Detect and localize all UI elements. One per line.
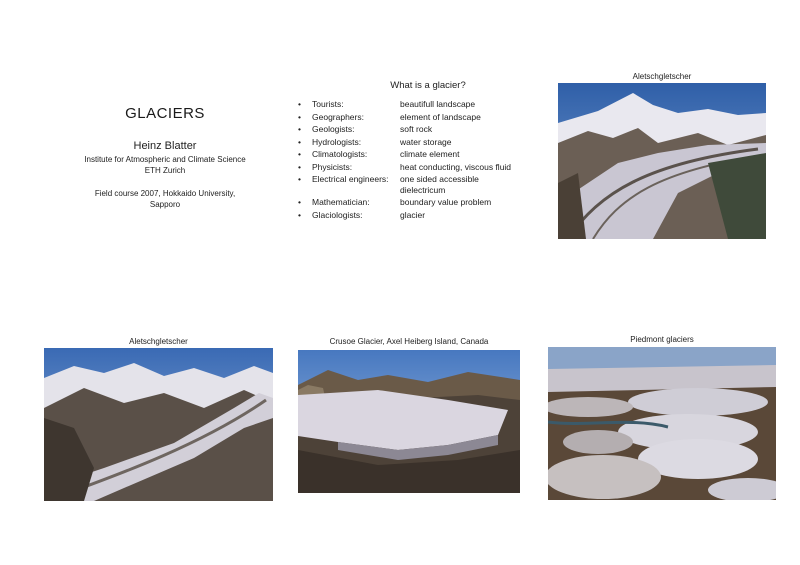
definition-who: Mathematician: <box>312 197 370 207</box>
bullet-icon: • <box>298 174 301 184</box>
photo-aletsch-bottom <box>44 348 273 501</box>
definition-row <box>298 210 518 221</box>
definitions-list <box>298 99 518 220</box>
definition-what: element of landscape <box>400 111 481 122</box>
definition-row <box>298 137 518 148</box>
aletsch-bottom-image <box>44 348 273 501</box>
crusoe-glacier-image <box>298 350 520 493</box>
definition-who: Physicists: <box>312 161 353 172</box>
definition-what: beautifull landscape <box>400 99 476 109</box>
question-heading: What is a glacier? <box>390 80 466 91</box>
bullet-icon: • <box>298 136 301 147</box>
bullet-icon: • <box>298 99 301 109</box>
definition-row <box>298 99 518 110</box>
definition-what: heat conducting, viscous fluid <box>400 161 512 172</box>
definition-row <box>298 149 518 160</box>
photo-piedmont-glaciers <box>548 347 776 500</box>
photo-crusoe-glacier <box>298 350 520 493</box>
title-block <box>60 105 270 210</box>
definition-what: glacier <box>400 209 426 220</box>
definition-who: Glaciologists: <box>312 209 363 220</box>
definition-who: Geographers: <box>312 111 364 122</box>
definition-who: Tourists: <box>312 99 344 109</box>
definition-what: one sided accessible dielectricum <box>400 174 479 195</box>
definition-what: soft rock <box>400 124 433 134</box>
photo-aletsch-top <box>558 83 766 239</box>
university-name: ETH Zurich <box>144 166 186 175</box>
definition-what: water storage <box>400 136 452 147</box>
bullet-icon: • <box>298 149 301 159</box>
definition-row <box>298 162 518 173</box>
course-line-1: Field course 2007, Hokkaido University, <box>94 189 236 198</box>
author-name: Heinz Blatter <box>133 140 197 152</box>
definition-who: Geologists: <box>312 124 355 134</box>
definition-who: Electrical engineers: <box>312 174 389 184</box>
photo-caption-top-right: Aletschgletscher <box>632 72 692 81</box>
definition-who: Hydrologists: <box>312 136 362 147</box>
definition-row <box>298 124 518 135</box>
presentation-title: GLACIERS <box>125 105 205 122</box>
piedmont-glaciers-image <box>548 347 776 500</box>
definition-who: Climatologists: <box>312 149 368 159</box>
photo-caption-bottom-right: Piedmont glaciers <box>630 335 694 344</box>
course-line-2: Sapporo <box>149 200 181 209</box>
definition-row <box>298 112 518 123</box>
bullet-icon: • <box>298 111 301 122</box>
photo-caption-bottom-middle: Crusoe Glacier, Axel Heiberg Island, Canada <box>329 337 489 346</box>
bullet-icon: • <box>298 124 301 134</box>
bullet-icon: • <box>298 209 301 220</box>
definitions-block <box>298 80 518 222</box>
definition-what: climate element <box>400 149 460 159</box>
definition-row <box>298 174 518 195</box>
bullet-icon: • <box>298 197 301 207</box>
photo-caption-bottom-left: Aletschgletscher <box>129 337 188 346</box>
definition-row <box>298 197 518 208</box>
definition-what: boundary value problem <box>400 197 492 207</box>
aletsch-top-image <box>558 83 766 239</box>
institute-name: Institute for Atmospheric and Climate Science <box>84 155 246 164</box>
bullet-icon: • <box>298 161 301 172</box>
